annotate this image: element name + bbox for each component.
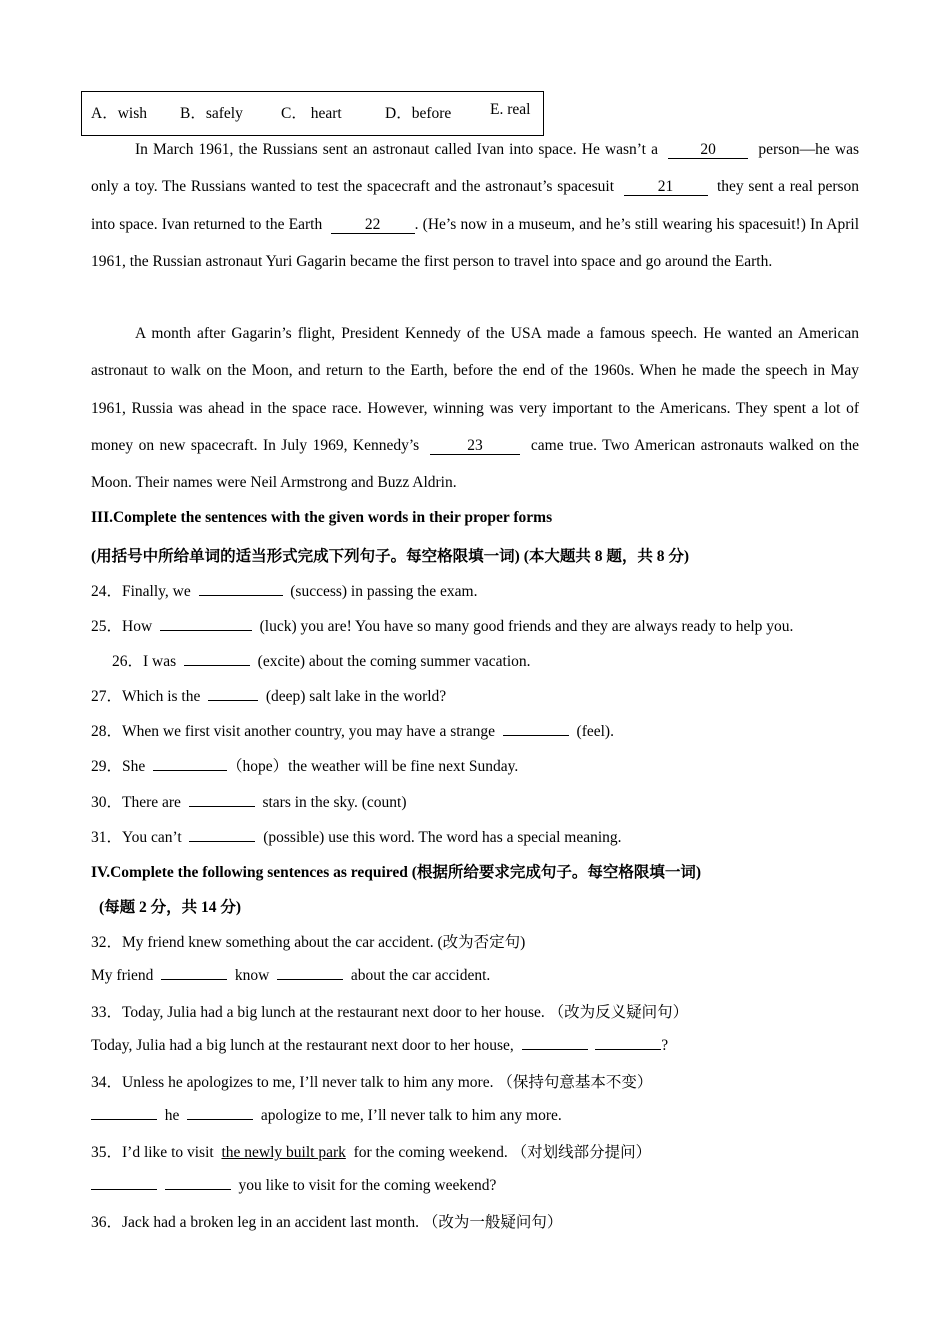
answer-blank-34-2[interactable] xyxy=(187,1105,253,1120)
answer-33 xyxy=(91,1035,668,1055)
q30-stem: 30．There are xyxy=(91,794,181,811)
answer-34 xyxy=(91,1105,562,1125)
section-3-subtitle: (用括号中所给单词的适当形式完成下列句子。每空格限填一词) (本大题共 8 题，共 8 分) xyxy=(91,548,690,565)
question-32: 32．My friend knew something about the car accident. (改为否定句) xyxy=(91,934,526,951)
a35-part-1: you like to visit for the coming weekend? xyxy=(238,1177,497,1194)
question-36: 36．Jack had a broken leg in an accident last month. （改为一般疑问句） xyxy=(91,1214,563,1231)
option-a: A．wish xyxy=(91,105,147,122)
q28-stem: 28．When we first visit another country, you may have a strange xyxy=(91,723,496,740)
option-c: C． heart xyxy=(281,105,342,122)
question-29 xyxy=(91,754,518,776)
question-35 xyxy=(91,1140,651,1162)
blank-20[interactable]: 20 xyxy=(668,142,748,159)
section-4-subtitle: (每题 2 分，共 14 分) xyxy=(99,899,242,916)
answer-32 xyxy=(91,965,490,985)
q29-rest: （hope）the weather will be fine next Sunday. xyxy=(227,758,519,775)
a34-part-2: apologize to me, I’ll never talk to him any more. xyxy=(260,1107,562,1124)
question-25 xyxy=(91,614,793,636)
p2-text-2: came true. Two American astronauts walked on the Moon. Their names were Neil Armstrong and Buzz Aldrin. xyxy=(91,436,859,492)
q27-stem: 27．Which is the xyxy=(91,688,201,705)
a34-part-1: he xyxy=(164,1107,180,1124)
q25-rest: (luck) you are! You have so many good friends and they are always ready to help you. xyxy=(259,618,794,635)
q28-rest: (feel). xyxy=(576,723,614,740)
answer-blank-34-1[interactable] xyxy=(91,1105,157,1120)
answer-blank-26[interactable] xyxy=(184,651,250,666)
q24-stem: 24．Finally, we xyxy=(91,583,191,600)
q35-part-1: 35．I’d like to visit xyxy=(91,1144,214,1161)
blank-21[interactable]: 21 xyxy=(624,179,708,196)
answer-blank-29[interactable] xyxy=(153,756,227,771)
q27-rest: (deep) salt lake in the world? xyxy=(265,688,447,705)
q26-stem: 26．I was xyxy=(112,653,177,670)
q31-stem: 31．You can’t xyxy=(91,829,182,846)
q30-rest: stars in the sky. (count) xyxy=(262,794,407,811)
answer-blank-30[interactable] xyxy=(189,792,255,807)
q35-underlined-part: the newly built park xyxy=(221,1144,346,1161)
option-d: D．before xyxy=(385,105,452,122)
question-27 xyxy=(91,684,446,706)
a32-part-2: know xyxy=(234,967,270,984)
a32-part-3: about the car accident. xyxy=(350,967,491,984)
section-3-title: III.Complete the sentences with the given words in their proper forms xyxy=(91,509,553,526)
section-4-title: IV.Complete the following sentences as required (根据所给要求完成句子。每空格限填一词) xyxy=(91,864,702,881)
blank-23[interactable]: 23 xyxy=(430,438,520,455)
p1-text-4: . (He’s now in a museum, and he’s still wearing his spacesuit!) In April 1961, the Russian astronaut Yuri Gagarin became the first person to travel into space and go around the Earth. xyxy=(91,215,859,270)
answer-blank-28[interactable] xyxy=(503,721,569,736)
question-31 xyxy=(91,825,622,847)
answer-blank-31[interactable] xyxy=(189,827,255,842)
q25-stem: 25．How xyxy=(91,618,153,635)
answer-blank-33-1[interactable] xyxy=(522,1035,588,1050)
option-e: E. real xyxy=(490,101,531,118)
a33-part-1: Today, Julia had a big lunch at the restaurant next door to her house, xyxy=(91,1037,514,1054)
question-28 xyxy=(91,719,614,741)
q29-stem: 29．She xyxy=(91,758,146,775)
answer-blank-32-1[interactable] xyxy=(161,965,227,980)
passage-paragraph-1 xyxy=(91,131,859,280)
answer-blank-33-2[interactable] xyxy=(595,1035,661,1050)
question-34: 34．Unless he apologizes to me, I’ll never talk to him any more. （保持句意基本不变） xyxy=(91,1074,653,1091)
answer-blank-35-2[interactable] xyxy=(165,1175,231,1190)
q24-rest: (success) in passing the exam. xyxy=(290,583,478,600)
q35-part-3: for the coming weekend. （对划线部分提问） xyxy=(353,1144,652,1161)
blank-22[interactable]: 22 xyxy=(331,217,415,234)
answer-blank-27[interactable] xyxy=(208,686,258,701)
q26-rest: (excite) about the coming summer vacation. xyxy=(257,653,531,670)
answer-blank-32-2[interactable] xyxy=(277,965,343,980)
a32-part-1: My friend xyxy=(91,967,154,984)
passage-paragraph-2 xyxy=(91,315,859,501)
p1-text-2: person—he was only a toy. The Russians wanted to test the spacecraft and the astronaut’s spacesuit xyxy=(91,141,859,196)
question-30 xyxy=(91,790,407,812)
a33-part-2: ? xyxy=(661,1037,669,1054)
answer-35 xyxy=(91,1175,496,1195)
answer-blank-24[interactable] xyxy=(199,581,283,596)
p2-text-1: A month after Gagarin’s flight, President Kennedy of the USA made a famous speech. He wanted an American astronaut to walk on the Moon, and return to the Earth, before the end of the 1960s. When he made the speech in May 1961, Russia was ahead in the space race. However, winning was very important to the Americans. They spent a lot of money on new spacecraft. In July 1969, Kennedy’s xyxy=(91,325,859,454)
q31-rest: (possible) use this word. The word has a special meaning. xyxy=(263,829,622,846)
question-24 xyxy=(91,579,478,601)
question-33: 33．Today, Julia had a big lunch at the restaurant next door to her house. （改为反义疑问句） xyxy=(91,1004,689,1021)
answer-blank-35-1[interactable] xyxy=(91,1175,157,1190)
p1-text-1: In March 1961, the Russians sent an astronaut called Ivan into space. He wasn’t a xyxy=(135,141,658,158)
question-26 xyxy=(112,649,531,671)
word-options-box xyxy=(81,91,544,136)
option-b: B．safely xyxy=(180,105,243,122)
answer-blank-25[interactable] xyxy=(160,616,252,631)
p1-text-3: they sent a real person into space. Ivan returned to the Earth xyxy=(91,178,860,233)
